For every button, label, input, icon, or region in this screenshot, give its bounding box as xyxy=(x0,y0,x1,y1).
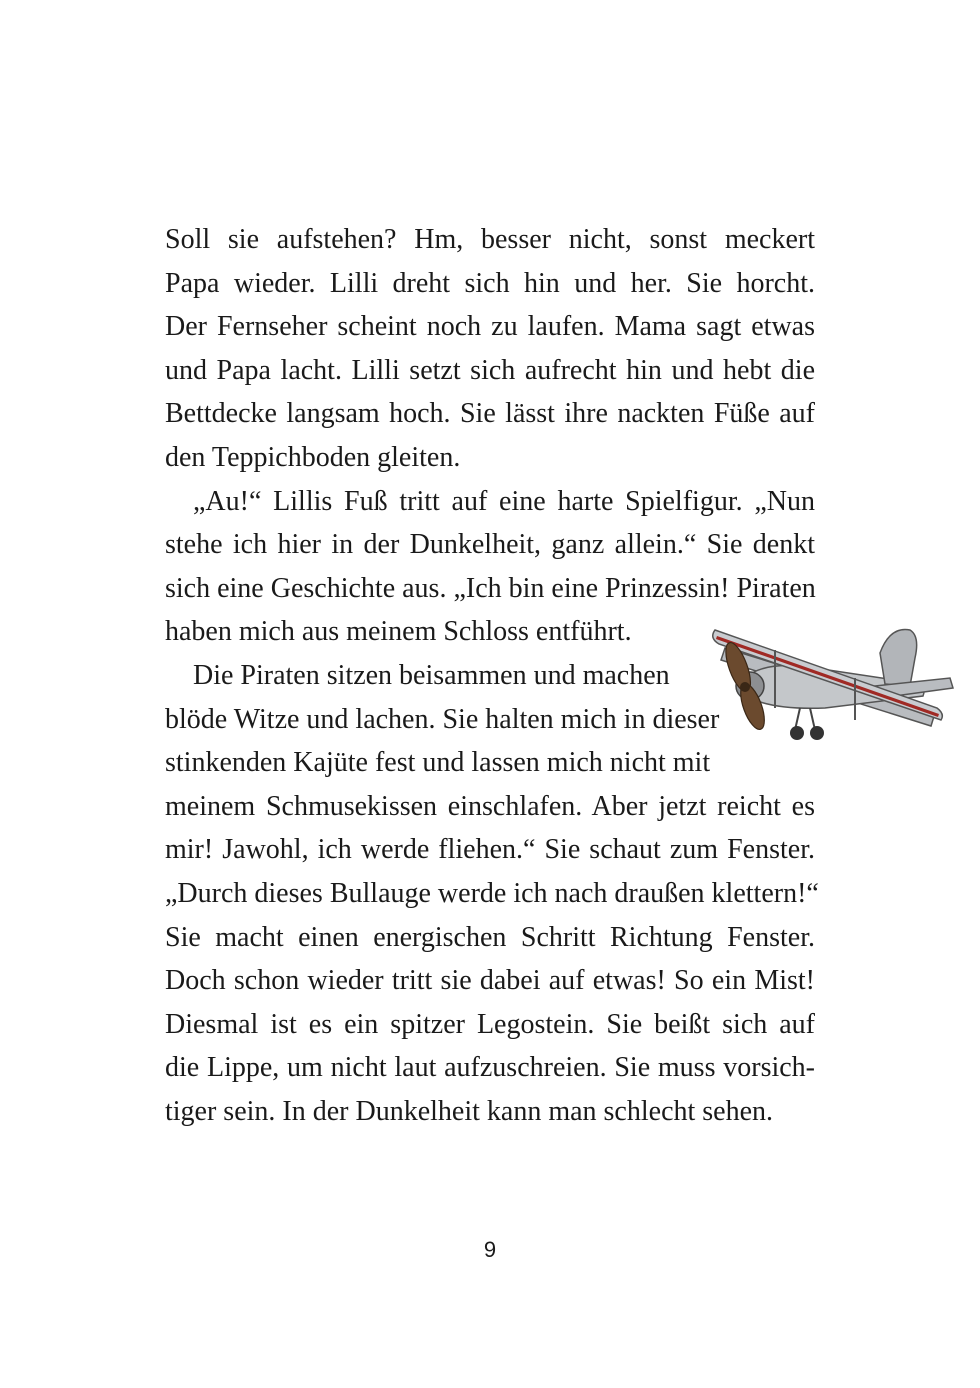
text-line: Der Fernseher scheint noch zu laufen. Mama sagt etwas xyxy=(165,311,815,343)
wheel xyxy=(790,726,804,740)
text-line: stinkenden Kajüte fest und lassen mich nicht mit xyxy=(165,747,711,779)
text-line: „Durch dieses Bullauge werde ich nach draußen klettern!“ xyxy=(165,877,819,909)
text-line: und Papa lacht. Lilli setzt sich aufrecht hin und hebt die xyxy=(165,354,815,386)
text-line: „Au!“ Lillis Fuß tritt auf eine harte Spielfigur. „Nun xyxy=(193,485,815,517)
text-line: Papa wieder. Lilli dreht sich hin und her. Sie horcht. xyxy=(165,267,815,299)
text-line: den Teppichboden gleiten. xyxy=(165,441,461,473)
page-number: 9 xyxy=(483,1237,497,1262)
text-line: die Lippe, um nicht laut aufzuschreien. Sie muss vorsich- xyxy=(165,1052,815,1084)
text-line: tiger sein. In der Dunkelheit kann man schlecht sehen. xyxy=(165,1095,774,1127)
text-line: Doch schon wieder tritt sie dabei auf etwas! So ein Mist! xyxy=(165,965,815,997)
tail-fin xyxy=(880,629,917,686)
text-line: meinem Schmusekissen einschlafen. Aber jetzt reicht es xyxy=(165,790,815,822)
text-line: sich eine Geschichte aus. „Ich bin eine Prinzessin! Piraten xyxy=(165,572,816,604)
text-line: Diesmal ist es ein spitzer Legostein. Sie beißt sich auf xyxy=(165,1008,815,1040)
biplane-icon xyxy=(705,608,960,768)
text-line: haben mich aus meinem Schloss entführt. xyxy=(165,616,632,648)
text-line: Die Piraten sitzen beisammen und machen xyxy=(193,659,670,691)
text-line: Bettdecke langsam hoch. Sie lässt ihre nackten Füße auf xyxy=(165,398,815,430)
text-line: mir! Jawohl, ich werde fliehen.“ Sie schaut zum Fenster. xyxy=(165,834,815,866)
text-line: blöde Witze und lachen. Sie halten mich in dieser xyxy=(165,703,720,735)
text-line: stehe ich hier in der Dunkelheit, ganz allein.“ Sie denkt xyxy=(165,529,815,561)
wheel xyxy=(810,726,824,740)
text-line: Sie macht einen energischen Schritt Richtung Fenster. xyxy=(165,921,815,953)
text-line: Soll sie aufstehen? Hm, besser nicht, sonst meckert xyxy=(165,224,815,255)
biplane-illustration xyxy=(705,608,960,768)
